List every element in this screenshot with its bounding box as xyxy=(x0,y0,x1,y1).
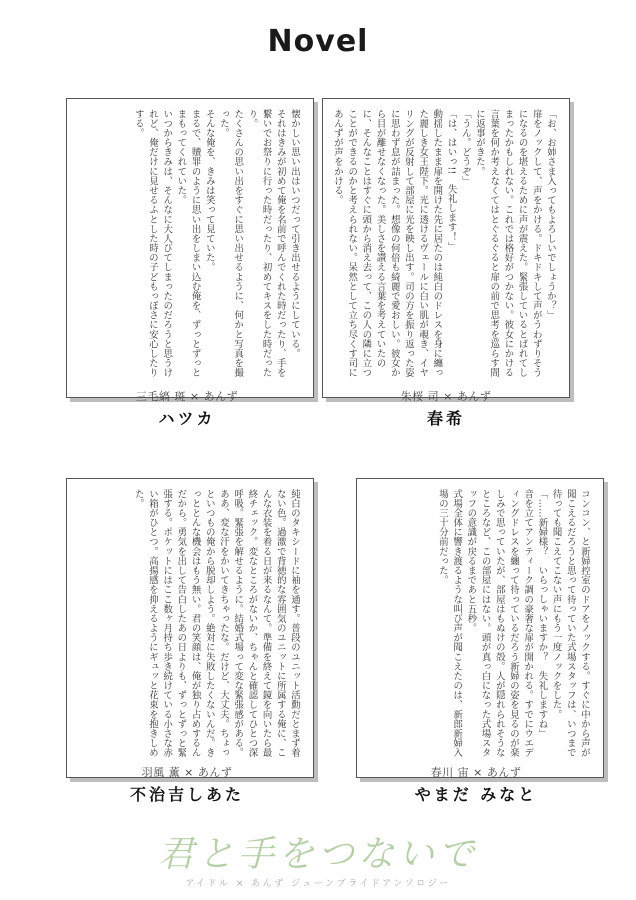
story-excerpt-text: 純白のタキシードに袖を通す。普段のユニット活動だとまず着ない色。過激で背徳的な雰囲気のユニットに所属する俺に、こんな衣装を着る日が来るなんて。準備を終えて鏡を向いたら最終チェック。変なところがないか、ちゃんと確認してひとつ深呼吸。緊張を解せるように。結婚式場って変な緊張感がある。ああ、変な汗をかいてきちゃったな。だけど、大丈夫。ちょっといつもの俺から脱却しよう。絶対に失敗したくないんだ。きっととんな機会はもう無い。君の笑顔は、俺が独り占めするんだから。勇気を出して告白したあの日よりも、ずっとずっと緊張する。ポケットにはここ数ヶ月持ち歩き続けている小さな赤い箱がひとつ。高揚感を抑えるようにギュッと花束を抱きしめた。 xyxy=(132,489,300,758)
story-excerpt-text: 「お、お姉さま入ってもよろしいでしょうか？」 扉をノックして、声をかける。ドキドキして声がうわずりそうになるのを堪えるために声が震えた。緊張しているとばれてしまったかもしれない。これでは格好がつかない。彼女にかける言葉を何か考えなくてはとぐるぐると扉の前で思考を巡らす間に返事がきた。 「うん。どうぞ」 「は、はいっ!! 失礼します！」 動揺したまま扉を開けた先に居たのは純白のドレスを身に纏った麗しき女王陛下。光に透けるヴェールに白い肌が覗き、イヤリングが反射して部屋に光を映し出す。司の方を振り返った姿に思わず息が詰まった。想像の何倍も綺麗で愛おしい。彼女から目が離せなくなった。美しさを讃える言葉を考えていたのに、そんなことはすぐに頭から消え去って、この人の隣に立つことができるのかと考えられない。呆然として立ち尽くす司にあんずが声をかける。 xyxy=(331,109,556,378)
story-excerpt-card xyxy=(356,478,604,778)
story-excerpt-text: コンコン、と新婦控室のドアをノックする。すぐに中から声が聞こえるだろうと思って待っていた式場スタッフは、いつまで待っても聞こえてこない声にもう一度ノックをした。 「……新婦様？ いらっしゃいますか？ 失礼しますね」 音を立てアンティーク調の豪奢な扉が開かれる。すでにウエディングドレスを纏って待っているだろう新婦の姿を見るのが楽しみで思っていたが、部屋はもぬけの殻。人が隠れられそうなところなど、この部屋にはない。頭が真っ白になった式場スタッフの意識が戻るまであと五秒。 式場全体に響き渡るような叫び声が聞こえたのは、新郎新婦入場の三十分前だった。 xyxy=(436,489,590,758)
pairing-label: 春川 宙 × あんず xyxy=(430,766,522,779)
anthology-title-logo: 君と手をつないで xyxy=(157,834,478,875)
pairing-label: 三毛縞 斑 × あんず xyxy=(135,390,239,403)
story-excerpt-card xyxy=(66,478,314,778)
page-heading: Novel xyxy=(267,24,369,59)
story-excerpt-card xyxy=(322,98,570,398)
story-excerpt-text: 懐かしい思い出はいつだって引き出せるようにしている。 それはきみが初めて俺を名前で呼んでくれた時だったり、手を繋いでお祭りに行った時だったり、初めてキスをした時だったり。 たくさんの思い出をすぐに思い出せるように、何かと写真を撮った。 そんな俺を、きみは笑って見ていた。 まるで、贖罪のように思い出をしまい込む俺を、ずっとずっとまもってくれていた。 いつからきみは、そんなに大人びてしまったのだろうと思うけれど、俺だけに見せるふとした時の子どもっぽさに安心したりする。 xyxy=(132,109,300,378)
author-name: やまだ みなと xyxy=(414,785,538,804)
anthology-subtitle: アイドル × あんず ジューンブライドアンソロジー xyxy=(185,879,451,889)
story-excerpt-card xyxy=(66,98,314,398)
pairing-label: 朱桜 司 × あんず xyxy=(400,390,492,403)
author-name: ハツカ xyxy=(158,409,216,428)
pairing-label: 羽風 薫 × あんず xyxy=(141,766,233,779)
author-name: 春希 xyxy=(426,409,465,428)
author-name: 不治吉しあた xyxy=(129,785,244,804)
